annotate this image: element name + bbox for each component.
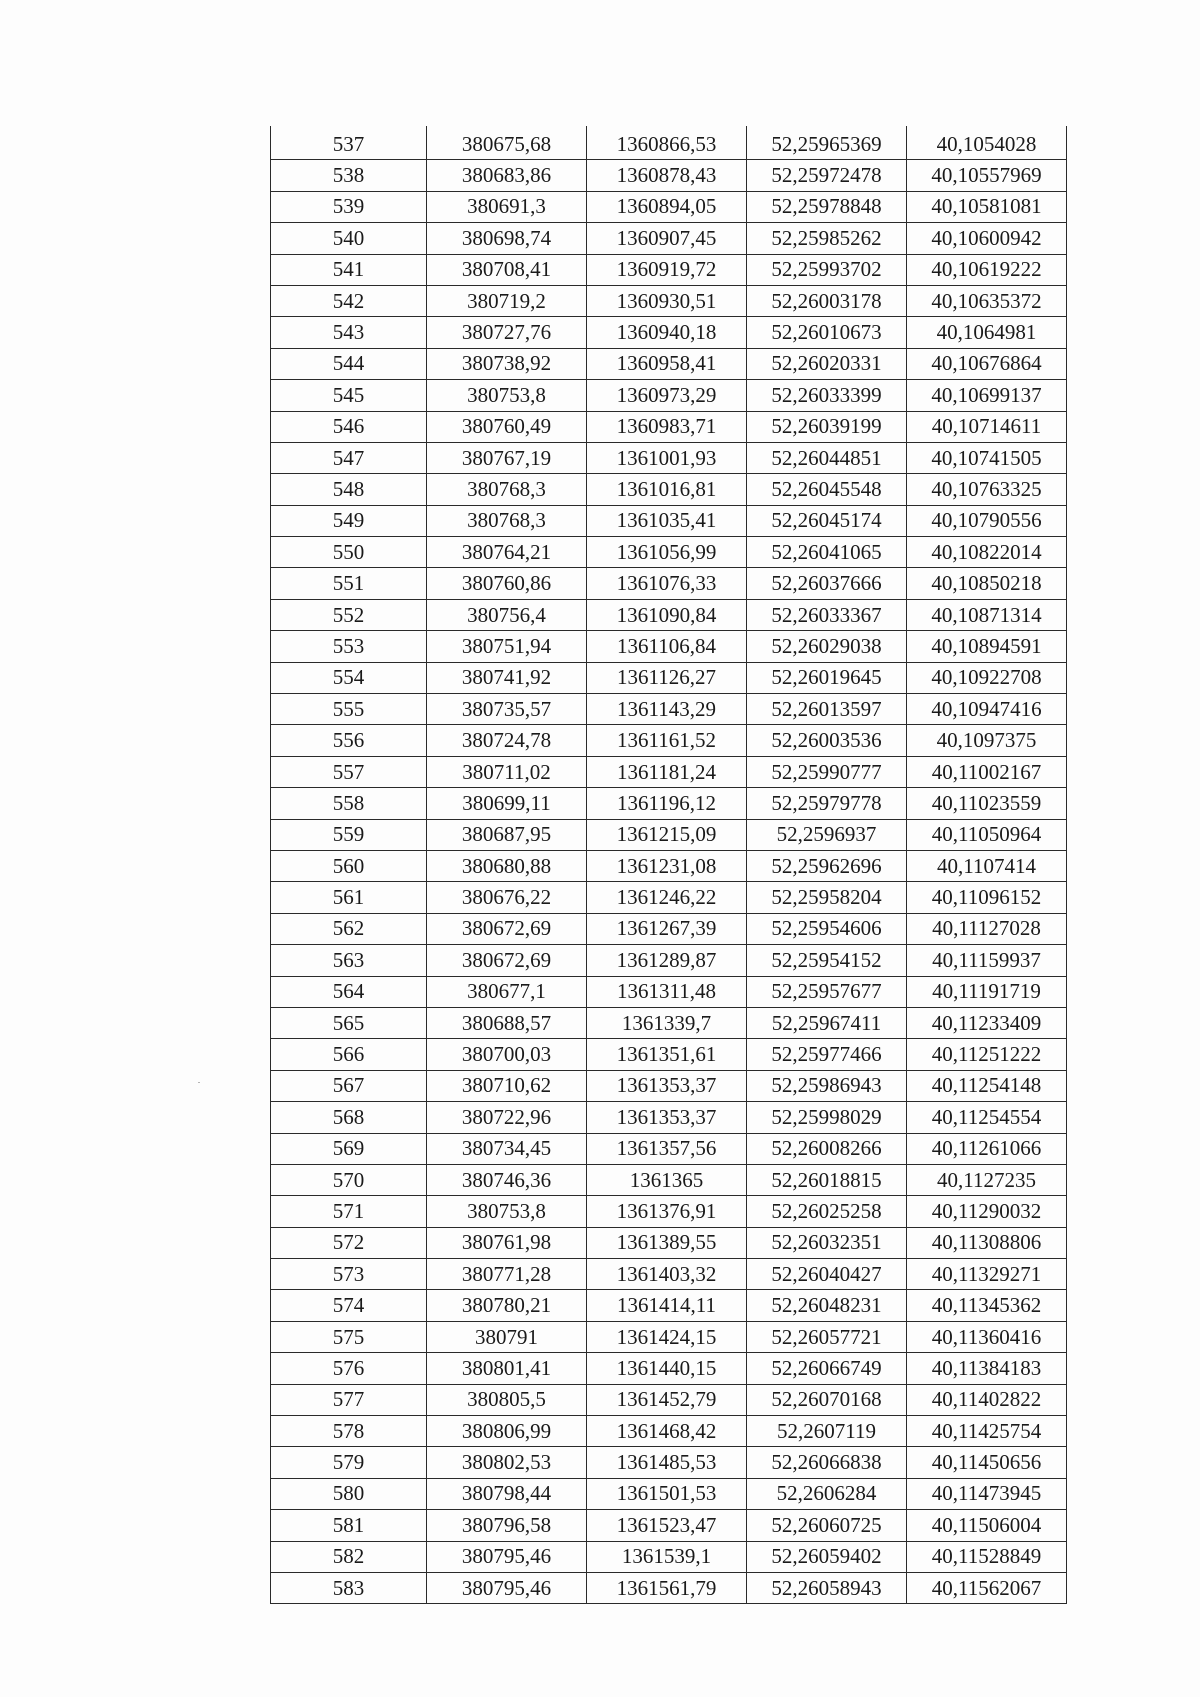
longitude-cell: 40,10600942 — [907, 223, 1067, 254]
coordinate-table-body — [271, 126, 1067, 1604]
longitude-cell: 40,11002167 — [907, 756, 1067, 787]
point-number-cell: 544 — [271, 348, 427, 379]
latitude-cell: 52,26066749 — [747, 1353, 907, 1384]
y-coordinate-cell: 1360907,45 — [587, 223, 747, 254]
point-number-cell: 560 — [271, 850, 427, 881]
table-row — [271, 568, 1067, 599]
x-coordinate-cell: 380806,99 — [427, 1416, 587, 1447]
point-number-cell: 564 — [271, 976, 427, 1007]
y-coordinate-cell: 1361353,37 — [587, 1070, 747, 1101]
x-coordinate-cell: 380760,86 — [427, 568, 587, 599]
x-coordinate-cell: 380760,49 — [427, 411, 587, 442]
point-number-cell: 540 — [271, 223, 427, 254]
latitude-cell: 52,25954606 — [747, 913, 907, 944]
table-row — [271, 599, 1067, 630]
y-coordinate-cell: 1361181,24 — [587, 756, 747, 787]
latitude-cell: 52,26070168 — [747, 1384, 907, 1415]
point-number-cell: 575 — [271, 1321, 427, 1352]
y-coordinate-cell: 1361339,7 — [587, 1007, 747, 1038]
x-coordinate-cell: 380688,57 — [427, 1007, 587, 1038]
point-number-cell: 573 — [271, 1259, 427, 1290]
y-coordinate-cell: 1360894,05 — [587, 191, 747, 222]
latitude-cell: 52,26045174 — [747, 505, 907, 536]
latitude-cell: 52,26040427 — [747, 1259, 907, 1290]
latitude-cell: 52,26010673 — [747, 317, 907, 348]
table-row — [271, 1541, 1067, 1572]
latitude-cell: 52,26025258 — [747, 1196, 907, 1227]
table-row — [271, 1227, 1067, 1258]
longitude-cell: 40,11096152 — [907, 882, 1067, 913]
y-coordinate-cell: 1361403,32 — [587, 1259, 747, 1290]
longitude-cell: 40,10922708 — [907, 662, 1067, 693]
longitude-cell: 40,11528849 — [907, 1541, 1067, 1572]
x-coordinate-cell: 380791 — [427, 1321, 587, 1352]
point-number-cell: 577 — [271, 1384, 427, 1415]
x-coordinate-cell: 380677,1 — [427, 976, 587, 1007]
point-number-cell: 580 — [271, 1478, 427, 1509]
x-coordinate-cell: 380768,3 — [427, 474, 587, 505]
longitude-cell: 40,10822014 — [907, 537, 1067, 568]
y-coordinate-cell: 1361056,99 — [587, 537, 747, 568]
table-row — [271, 788, 1067, 819]
longitude-cell: 40,11425754 — [907, 1416, 1067, 1447]
longitude-cell: 40,1127235 — [907, 1164, 1067, 1195]
latitude-cell: 52,26057721 — [747, 1321, 907, 1352]
latitude-cell: 52,26060725 — [747, 1510, 907, 1541]
table-row — [271, 1478, 1067, 1509]
y-coordinate-cell: 1361196,12 — [587, 788, 747, 819]
x-coordinate-cell: 380738,92 — [427, 348, 587, 379]
table-row — [271, 1447, 1067, 1478]
latitude-cell: 52,25977466 — [747, 1039, 907, 1070]
table-row — [271, 1164, 1067, 1195]
table-row — [271, 348, 1067, 379]
y-coordinate-cell: 1361267,39 — [587, 913, 747, 944]
table-row — [271, 191, 1067, 222]
latitude-cell: 52,26013597 — [747, 694, 907, 725]
x-coordinate-cell: 380719,2 — [427, 285, 587, 316]
latitude-cell: 52,26039199 — [747, 411, 907, 442]
longitude-cell: 40,10699137 — [907, 380, 1067, 411]
latitude-cell: 52,25957677 — [747, 976, 907, 1007]
y-coordinate-cell: 1360878,43 — [587, 160, 747, 191]
x-coordinate-cell: 380767,19 — [427, 442, 587, 473]
longitude-cell: 40,10635372 — [907, 285, 1067, 316]
table-row — [271, 442, 1067, 473]
y-coordinate-cell: 1361468,42 — [587, 1416, 747, 1447]
longitude-cell: 40,11308806 — [907, 1227, 1067, 1258]
table-row — [271, 254, 1067, 285]
table-row — [271, 223, 1067, 254]
x-coordinate-cell: 380700,03 — [427, 1039, 587, 1070]
latitude-cell: 52,2596937 — [747, 819, 907, 850]
latitude-cell: 52,25990777 — [747, 756, 907, 787]
longitude-cell: 40,10619222 — [907, 254, 1067, 285]
latitude-cell: 52,26033367 — [747, 599, 907, 630]
x-coordinate-cell: 380756,4 — [427, 599, 587, 630]
table-row — [271, 913, 1067, 944]
x-coordinate-cell: 380795,46 — [427, 1541, 587, 1572]
point-number-cell: 578 — [271, 1416, 427, 1447]
longitude-cell: 40,10741505 — [907, 442, 1067, 473]
latitude-cell: 52,26058943 — [747, 1572, 907, 1603]
y-coordinate-cell: 1360983,71 — [587, 411, 747, 442]
latitude-cell: 52,25958204 — [747, 882, 907, 913]
latitude-cell: 52,2607119 — [747, 1416, 907, 1447]
table-row — [271, 285, 1067, 316]
longitude-cell: 40,10871314 — [907, 599, 1067, 630]
table-row — [271, 1007, 1067, 1038]
longitude-cell: 40,10676864 — [907, 348, 1067, 379]
latitude-cell: 52,26045548 — [747, 474, 907, 505]
table-row — [271, 725, 1067, 756]
latitude-cell: 52,25962696 — [747, 850, 907, 881]
table-row — [271, 411, 1067, 442]
table-row — [271, 537, 1067, 568]
table-row — [271, 1416, 1067, 1447]
longitude-cell: 40,11191719 — [907, 976, 1067, 1007]
latitude-cell: 52,26008266 — [747, 1133, 907, 1164]
y-coordinate-cell: 1361523,47 — [587, 1510, 747, 1541]
longitude-cell: 40,10763325 — [907, 474, 1067, 505]
latitude-cell: 52,26033399 — [747, 380, 907, 411]
table-row — [271, 631, 1067, 662]
x-coordinate-cell: 380676,22 — [427, 882, 587, 913]
x-coordinate-cell: 380761,98 — [427, 1227, 587, 1258]
x-coordinate-cell: 380710,62 — [427, 1070, 587, 1101]
x-coordinate-cell: 380771,28 — [427, 1259, 587, 1290]
latitude-cell: 52,26029038 — [747, 631, 907, 662]
x-coordinate-cell: 380780,21 — [427, 1290, 587, 1321]
y-coordinate-cell: 1361076,33 — [587, 568, 747, 599]
y-coordinate-cell: 1361389,55 — [587, 1227, 747, 1258]
point-number-cell: 559 — [271, 819, 427, 850]
y-coordinate-cell: 1361414,11 — [587, 1290, 747, 1321]
longitude-cell: 40,11473945 — [907, 1478, 1067, 1509]
longitude-cell: 40,11290032 — [907, 1196, 1067, 1227]
table-row — [271, 1102, 1067, 1133]
x-coordinate-cell: 380795,46 — [427, 1572, 587, 1603]
x-coordinate-cell: 380724,78 — [427, 725, 587, 756]
table-row — [271, 945, 1067, 976]
y-coordinate-cell: 1361353,37 — [587, 1102, 747, 1133]
longitude-cell: 40,10557969 — [907, 160, 1067, 191]
y-coordinate-cell: 1361161,52 — [587, 725, 747, 756]
x-coordinate-cell: 380753,8 — [427, 1196, 587, 1227]
longitude-cell: 40,10714611 — [907, 411, 1067, 442]
table-row — [271, 1353, 1067, 1384]
longitude-cell: 40,11159937 — [907, 945, 1067, 976]
longitude-cell: 40,11360416 — [907, 1321, 1067, 1352]
longitude-cell: 40,11384183 — [907, 1353, 1067, 1384]
point-number-cell: 554 — [271, 662, 427, 693]
table-row — [271, 160, 1067, 191]
x-coordinate-cell: 380698,74 — [427, 223, 587, 254]
point-number-cell: 555 — [271, 694, 427, 725]
x-coordinate-cell: 380798,44 — [427, 1478, 587, 1509]
point-number-cell: 539 — [271, 191, 427, 222]
y-coordinate-cell: 1361126,27 — [587, 662, 747, 693]
table-row — [271, 1259, 1067, 1290]
y-coordinate-cell: 1361215,09 — [587, 819, 747, 850]
table-row — [271, 1321, 1067, 1352]
latitude-cell: 52,26066838 — [747, 1447, 907, 1478]
point-number-cell: 581 — [271, 1510, 427, 1541]
y-coordinate-cell: 1361365 — [587, 1164, 747, 1195]
y-coordinate-cell: 1361035,41 — [587, 505, 747, 536]
x-coordinate-cell: 380801,41 — [427, 1353, 587, 1384]
point-number-cell: 542 — [271, 285, 427, 316]
point-number-cell: 583 — [271, 1572, 427, 1603]
latitude-cell: 52,26048231 — [747, 1290, 907, 1321]
table-row — [271, 1039, 1067, 1070]
longitude-cell: 40,11345362 — [907, 1290, 1067, 1321]
coordinate-table — [270, 126, 1067, 1604]
table-row — [271, 662, 1067, 693]
latitude-cell: 52,25978848 — [747, 191, 907, 222]
latitude-cell: 52,25993702 — [747, 254, 907, 285]
longitude-cell: 40,11261066 — [907, 1133, 1067, 1164]
longitude-cell: 40,11450656 — [907, 1447, 1067, 1478]
y-coordinate-cell: 1361311,48 — [587, 976, 747, 1007]
latitude-cell: 52,26059402 — [747, 1541, 907, 1572]
longitude-cell: 40,11023559 — [907, 788, 1067, 819]
longitude-cell: 40,11562067 — [907, 1572, 1067, 1603]
longitude-cell: 40,11402822 — [907, 1384, 1067, 1415]
point-number-cell: 563 — [271, 945, 427, 976]
x-coordinate-cell: 380802,53 — [427, 1447, 587, 1478]
point-number-cell: 579 — [271, 1447, 427, 1478]
y-coordinate-cell: 1361090,84 — [587, 599, 747, 630]
y-coordinate-cell: 1361501,53 — [587, 1478, 747, 1509]
y-coordinate-cell: 1361452,79 — [587, 1384, 747, 1415]
latitude-cell: 52,26018815 — [747, 1164, 907, 1195]
latitude-cell: 52,26037666 — [747, 568, 907, 599]
x-coordinate-cell: 380805,5 — [427, 1384, 587, 1415]
latitude-cell: 52,25965369 — [747, 126, 907, 160]
longitude-cell: 40,10850218 — [907, 568, 1067, 599]
x-coordinate-cell: 380687,95 — [427, 819, 587, 850]
y-coordinate-cell: 1360973,29 — [587, 380, 747, 411]
point-number-cell: 551 — [271, 568, 427, 599]
longitude-cell: 40,11506004 — [907, 1510, 1067, 1541]
latitude-cell: 52,25954152 — [747, 945, 907, 976]
longitude-cell: 40,11254148 — [907, 1070, 1067, 1101]
latitude-cell: 52,25998029 — [747, 1102, 907, 1133]
point-number-cell: 545 — [271, 380, 427, 411]
point-number-cell: 549 — [271, 505, 427, 536]
y-coordinate-cell: 1360958,41 — [587, 348, 747, 379]
x-coordinate-cell: 380746,36 — [427, 1164, 587, 1195]
y-coordinate-cell: 1361106,84 — [587, 631, 747, 662]
y-coordinate-cell: 1361376,91 — [587, 1196, 747, 1227]
table-row — [271, 1572, 1067, 1603]
point-number-cell: 558 — [271, 788, 427, 819]
x-coordinate-cell: 380699,11 — [427, 788, 587, 819]
point-number-cell: 565 — [271, 1007, 427, 1038]
longitude-cell: 40,10947416 — [907, 694, 1067, 725]
longitude-cell: 40,11050964 — [907, 819, 1067, 850]
point-number-cell: 567 — [271, 1070, 427, 1101]
table-row — [271, 317, 1067, 348]
longitude-cell: 40,10894591 — [907, 631, 1067, 662]
x-coordinate-cell: 380768,3 — [427, 505, 587, 536]
longitude-cell: 40,11254554 — [907, 1102, 1067, 1133]
latitude-cell: 52,26041065 — [747, 537, 907, 568]
point-number-cell: 574 — [271, 1290, 427, 1321]
longitude-cell: 40,11233409 — [907, 1007, 1067, 1038]
y-coordinate-cell: 1360940,18 — [587, 317, 747, 348]
table-row — [271, 474, 1067, 505]
table-row — [271, 1384, 1067, 1415]
y-coordinate-cell: 1361539,1 — [587, 1541, 747, 1572]
x-coordinate-cell: 380796,58 — [427, 1510, 587, 1541]
table-row — [271, 976, 1067, 1007]
y-coordinate-cell: 1360866,53 — [587, 126, 747, 160]
point-number-cell: 556 — [271, 725, 427, 756]
y-coordinate-cell: 1361016,81 — [587, 474, 747, 505]
x-coordinate-cell: 380753,8 — [427, 380, 587, 411]
latitude-cell: 52,26019645 — [747, 662, 907, 693]
longitude-cell: 40,1054028 — [907, 126, 1067, 160]
table-row — [271, 380, 1067, 411]
x-coordinate-cell: 380751,94 — [427, 631, 587, 662]
x-coordinate-cell: 380734,45 — [427, 1133, 587, 1164]
table-row — [271, 126, 1067, 160]
table-row — [271, 756, 1067, 787]
table-row — [271, 1510, 1067, 1541]
longitude-cell: 40,11251222 — [907, 1039, 1067, 1070]
table-row — [271, 882, 1067, 913]
table-row — [271, 1290, 1067, 1321]
x-coordinate-cell: 380691,3 — [427, 191, 587, 222]
scan-speck — [198, 1082, 200, 1083]
y-coordinate-cell: 1360930,51 — [587, 285, 747, 316]
point-number-cell: 548 — [271, 474, 427, 505]
y-coordinate-cell: 1361001,93 — [587, 442, 747, 473]
y-coordinate-cell: 1360919,72 — [587, 254, 747, 285]
longitude-cell: 40,10581081 — [907, 191, 1067, 222]
x-coordinate-cell: 380741,92 — [427, 662, 587, 693]
x-coordinate-cell: 380722,96 — [427, 1102, 587, 1133]
y-coordinate-cell: 1361289,87 — [587, 945, 747, 976]
point-number-cell: 553 — [271, 631, 427, 662]
y-coordinate-cell: 1361440,15 — [587, 1353, 747, 1384]
x-coordinate-cell: 380680,88 — [427, 850, 587, 881]
point-number-cell: 550 — [271, 537, 427, 568]
x-coordinate-cell: 380764,21 — [427, 537, 587, 568]
point-number-cell: 569 — [271, 1133, 427, 1164]
latitude-cell: 52,26003536 — [747, 725, 907, 756]
longitude-cell: 40,1097375 — [907, 725, 1067, 756]
longitude-cell: 40,1064981 — [907, 317, 1067, 348]
longitude-cell: 40,1107414 — [907, 850, 1067, 881]
table-row — [271, 819, 1067, 850]
point-number-cell: 582 — [271, 1541, 427, 1572]
latitude-cell: 52,25967411 — [747, 1007, 907, 1038]
latitude-cell: 52,25985262 — [747, 223, 907, 254]
y-coordinate-cell: 1361424,15 — [587, 1321, 747, 1352]
point-number-cell: 557 — [271, 756, 427, 787]
longitude-cell: 40,11329271 — [907, 1259, 1067, 1290]
table-row — [271, 505, 1067, 536]
point-number-cell: 568 — [271, 1102, 427, 1133]
point-number-cell: 570 — [271, 1164, 427, 1195]
x-coordinate-cell: 380727,76 — [427, 317, 587, 348]
point-number-cell: 576 — [271, 1353, 427, 1384]
y-coordinate-cell: 1361143,29 — [587, 694, 747, 725]
point-number-cell: 552 — [271, 599, 427, 630]
table-row — [271, 1133, 1067, 1164]
latitude-cell: 52,25979778 — [747, 788, 907, 819]
x-coordinate-cell: 380708,41 — [427, 254, 587, 285]
y-coordinate-cell: 1361561,79 — [587, 1572, 747, 1603]
point-number-cell: 566 — [271, 1039, 427, 1070]
point-number-cell: 541 — [271, 254, 427, 285]
point-number-cell: 561 — [271, 882, 427, 913]
table-row — [271, 694, 1067, 725]
x-coordinate-cell: 380735,57 — [427, 694, 587, 725]
latitude-cell: 52,26032351 — [747, 1227, 907, 1258]
point-number-cell: 572 — [271, 1227, 427, 1258]
point-number-cell: 546 — [271, 411, 427, 442]
x-coordinate-cell: 380683,86 — [427, 160, 587, 191]
y-coordinate-cell: 1361231,08 — [587, 850, 747, 881]
latitude-cell: 52,2606284 — [747, 1478, 907, 1509]
latitude-cell: 52,25972478 — [747, 160, 907, 191]
y-coordinate-cell: 1361357,56 — [587, 1133, 747, 1164]
point-number-cell: 547 — [271, 442, 427, 473]
latitude-cell: 52,26044851 — [747, 442, 907, 473]
point-number-cell: 538 — [271, 160, 427, 191]
latitude-cell: 52,26020331 — [747, 348, 907, 379]
x-coordinate-cell: 380672,69 — [427, 945, 587, 976]
x-coordinate-cell: 380675,68 — [427, 126, 587, 160]
x-coordinate-cell: 380672,69 — [427, 913, 587, 944]
x-coordinate-cell: 380711,02 — [427, 756, 587, 787]
latitude-cell: 52,26003178 — [747, 285, 907, 316]
table-row — [271, 1196, 1067, 1227]
table-row — [271, 850, 1067, 881]
point-number-cell: 543 — [271, 317, 427, 348]
longitude-cell: 40,10790556 — [907, 505, 1067, 536]
y-coordinate-cell: 1361351,61 — [587, 1039, 747, 1070]
table-row — [271, 1070, 1067, 1101]
point-number-cell: 562 — [271, 913, 427, 944]
longitude-cell: 40,11127028 — [907, 913, 1067, 944]
latitude-cell: 52,25986943 — [747, 1070, 907, 1101]
point-number-cell: 571 — [271, 1196, 427, 1227]
y-coordinate-cell: 1361485,53 — [587, 1447, 747, 1478]
point-number-cell: 537 — [271, 126, 427, 160]
y-coordinate-cell: 1361246,22 — [587, 882, 747, 913]
